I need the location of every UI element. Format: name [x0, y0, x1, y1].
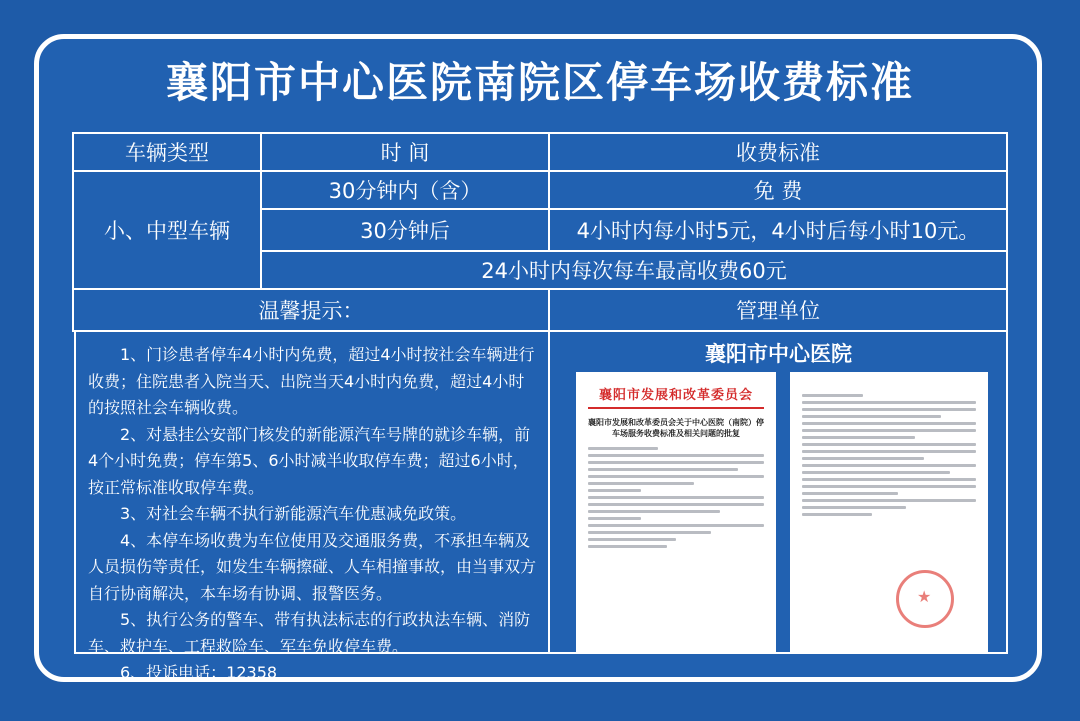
management-heading: 管理单位: [548, 288, 1008, 332]
daily-cap: 24小时内每次每车最高收费60元: [260, 250, 1008, 290]
tips-list: [74, 332, 550, 682]
vehicle-type-cell: 小、中型车辆: [72, 170, 262, 290]
tip-item: 4、本停车场收费为车位使用及交通服务费，不承担车辆及人员损伤等责任，如发生车辆擦碰、人车相撞事故，由当事双方自行协商解决，本车场有协调、报警医务。: [88, 530, 537, 603]
fee-row-2: 4小时内每小时5元，4小时后每小时10元。: [548, 208, 1008, 252]
document-letterhead: 襄阳市发展和改革委员会: [588, 384, 764, 409]
time-row-1: 30分钟内（含）: [260, 170, 550, 210]
time-row-2: 30分钟后: [260, 208, 550, 252]
header-fee: 收费标准: [548, 132, 1008, 172]
tip-item: 2、对悬挂公安部门核发的新能源汽车号牌的就诊车辆，前4个小时免费；停车第5、6小时减半收取停车费；超过6小时，按正常标准收取停车费。: [88, 424, 531, 497]
tip-item: 3、对社会车辆不执行新能源汽车优惠减免政策。: [120, 504, 467, 523]
document-body-lines: [802, 394, 976, 516]
tip-item: 1、门诊患者停车4小时内免费，超过4小时按社会车辆进行收费；住院患者入院当天、出院当天4小时内免费，超过4小时的按照社会车辆收费。: [88, 345, 535, 417]
tips-heading: 温馨提示：: [72, 288, 550, 332]
document-subtitle: 襄阳市发展和改革委员会关于中心医院（南院）停车场服务收费标准及相关问题的批复: [588, 417, 764, 438]
official-seal-icon: [896, 570, 954, 628]
approval-document-page-2: [790, 372, 988, 652]
approval-document-page-1: [576, 372, 776, 652]
header-vehicle-type: 车辆类型: [72, 132, 262, 172]
tip-item: 6、投诉电话：12358: [120, 663, 278, 682]
page-title: 襄阳市中心医院南院区停车场收费标准: [165, 58, 914, 107]
document-body-lines: [588, 447, 764, 548]
header-time: 时 间: [260, 132, 550, 172]
management-org: 襄阳市中心医院: [705, 342, 852, 366]
tip-item: 5、执行公务的警车、带有执法标志的行政执法车辆、消防车、救护车、工程救险车、军车免收停车费。: [88, 610, 531, 656]
fee-row-1: 免 费: [548, 170, 1008, 210]
